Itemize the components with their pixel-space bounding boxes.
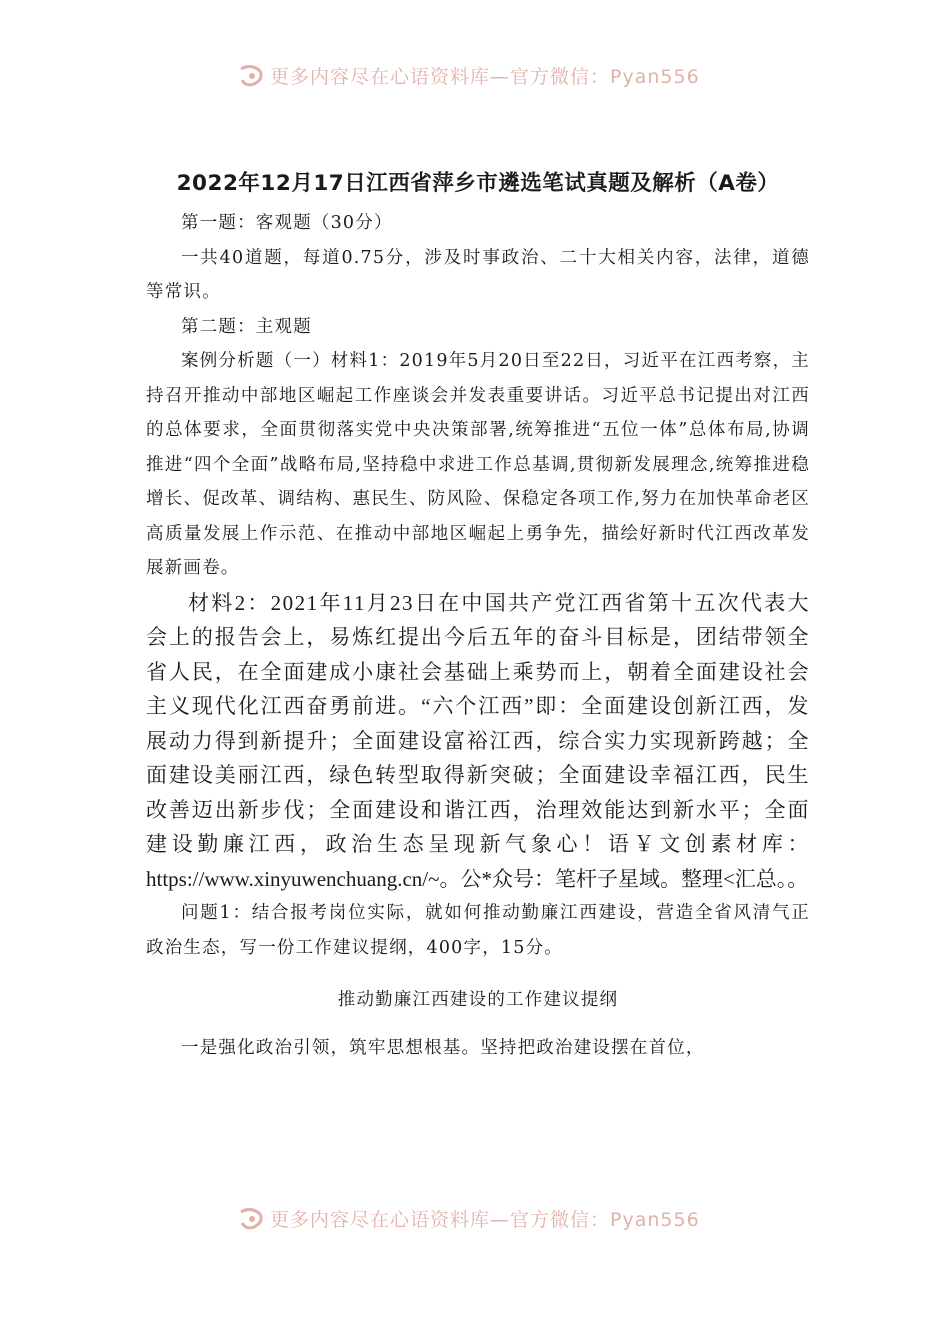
answer-title: 推动勤廉江西建设的工作建议提纲 bbox=[337, 990, 619, 1010]
watermark-text: 更多内容尽在心语资料库—官方微信：Pyan556 bbox=[270, 66, 700, 88]
watermark-footer bbox=[0, 1203, 950, 1237]
watermark-logo-icon bbox=[238, 65, 264, 87]
part2-heading: 第二题：主观题 bbox=[181, 316, 312, 337]
question-1: 问题1：结合报考岗位实际，就如何推动勤廉江西建设，营造全省风清气正政治生态，写一份工作建议提纲，400字，15分。 bbox=[146, 903, 810, 958]
watermark-logo-icon bbox=[238, 1208, 264, 1230]
document-page bbox=[146, 168, 810, 1066]
watermark-text: 更多内容尽在心语资料库—官方微信：Pyan556 bbox=[270, 1209, 700, 1231]
material-2 bbox=[146, 586, 810, 897]
document-title: 2022年12月17日江西省萍乡市遴选笔试真题及解析（A卷） bbox=[176, 171, 780, 196]
watermark-header bbox=[0, 60, 950, 94]
part1-heading: 第一题：客观题（30分） bbox=[181, 213, 393, 233]
part1-description: 一共40道题，每道0.75分，涉及时事政治、二十大相关内容，法律，道德等常识。 bbox=[146, 247, 810, 302]
material-2-url: https://www.xinyuwenchuang.cn/~。公*众号：笔杆子星域。整理<汇总。。 bbox=[146, 866, 809, 891]
material-2-text: 材料2：2021年11月23日在中国共产党江西省第十五次代表大会上的报告会上，易炼红提出今后五年的奋斗目标是，团结带领全省人民，在全面建成小康社会基础上乘势而上，朝着全面建设社会主义现代化江西奋勇前进。“六个江西”即：全面建设创新江西，发展动力得到新提升；全面建设富裕江西，综合实力实现新跨越；全面建设美丽江西，绿色转型取得新突破；全面建设幸福江西，民生改善迈出新步伐；全面建设和谐江西，治理效能达到新水平；全面建设勤廉江西，政治生态呈现新气象心！语￥文创素材库： bbox=[146, 590, 810, 856]
answer-paragraph-1: 一是强化政治引领，筑牢思想根基。坚持把政治建设摆在首位， bbox=[181, 1038, 705, 1058]
material-1: 案例分析题（一）材料1：2019年5月20日至22日，习近平在江西考察，主持召开推动中部地区崛起工作座谈会并发表重要讲话。习近平总书记提出对江西的总体要求，全面贯彻落实党中央决策部署,统筹推进“五位一体”总体布局,协调推进“四个全面”战略布局,坚持稳中求进工作总基调,贯彻新发展理念,统筹推进稳增长、促改革、调结构、惠民生、防风险、保稳定各项工作,努力在加快革命老区高质量发展上作示范、在推动中部地区崛起上勇争先，描绘好新时代江西改革发展新画卷。 bbox=[146, 351, 810, 578]
